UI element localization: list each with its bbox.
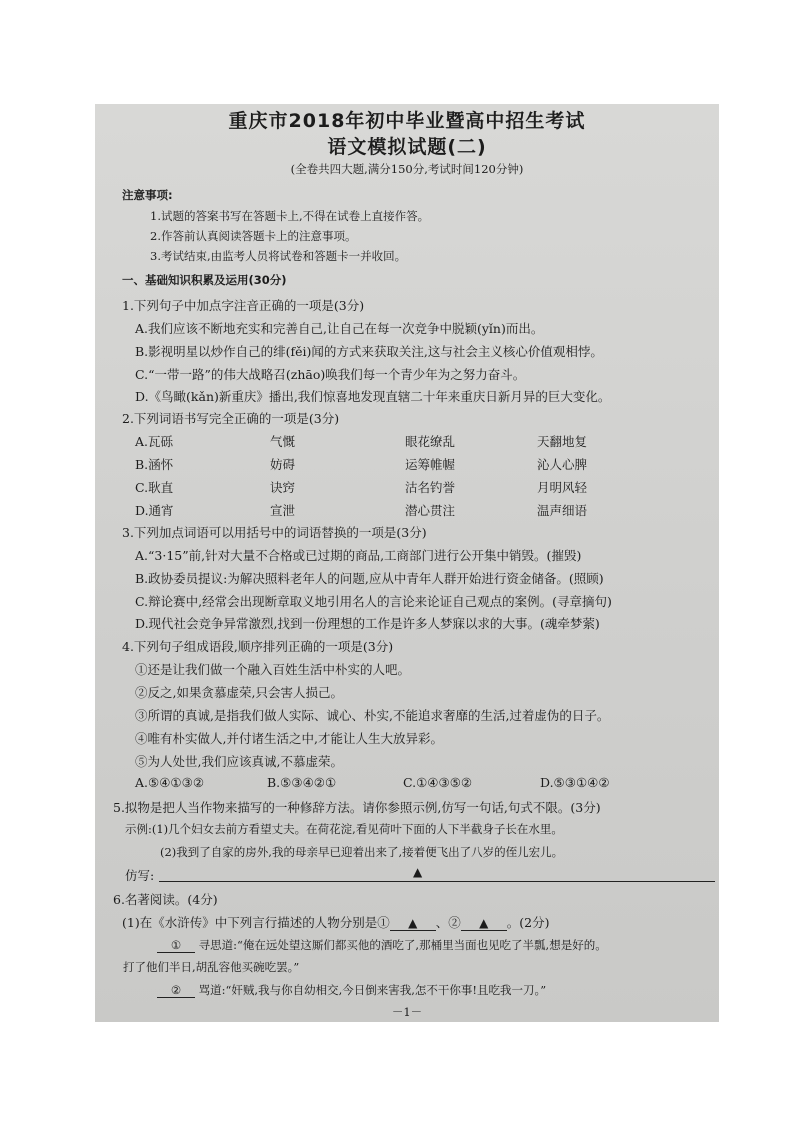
word-cell: 沽名钓誉 xyxy=(405,480,456,495)
question-3-option: C.辩论赛中,经常会出现断章取义地引用名人的言论来论证自己观点的案例。(寻章摘句) xyxy=(135,594,612,609)
question-4-stem: 4.下列句子组成语段,顺序排列正确的一项是(3分) xyxy=(122,639,394,654)
notice-item: 3.考试结束,由监考人员将试卷和答题卡一并收回。 xyxy=(150,249,407,263)
word-cell: 潜心贯注 xyxy=(405,503,456,518)
question-3-option: D.现代社会竞争异常激烈,找到一份理想的工作是许多人梦寐以求的大事。(魂牵梦萦) xyxy=(135,616,600,631)
question-5-answer-line[interactable] xyxy=(159,881,715,882)
notice-item: 2.作答前认真阅读答题卡上的注意事项。 xyxy=(150,229,357,243)
question-1-option: C.“一带一路”的伟大战略召(zhāo)唤我们每一个青少年为之努力奋斗。 xyxy=(135,367,526,382)
word-cell: 妨碍 xyxy=(270,457,296,472)
word-cell: C.耿直 xyxy=(135,480,174,495)
question-5-example: 示例:(1)几个妇女去前方看望丈夫。在荷花淀,看见荷叶下面的人下半截身子长在水里。 xyxy=(125,822,563,836)
question-6-sub1-text: (1)在《水浒传》中下列言行描述的人物分别是① xyxy=(122,915,390,930)
question-1-stem: 1.下列句子中加点字注音正确的一项是(3分) xyxy=(122,298,365,313)
question-2-stem: 2.下列词语书写完全正确的一项是(3分) xyxy=(122,411,340,426)
exam-info: (全卷共四大题,满分150分,考试时间120分钟) xyxy=(290,162,524,176)
word-cell: A.瓦砾 xyxy=(135,434,174,449)
question-3-stem: 3.下列加点词语可以用括号中的词语替换的一项是(3分) xyxy=(122,525,427,540)
question-4-choice: B.⑤③④②① xyxy=(267,775,337,790)
question-1-option: B.影视明星以炒作自己的绯(fěi)闻的方式来获取关注,这与社会主义核心价值观相悖。 xyxy=(135,344,603,359)
quote-2-blank[interactable]: ② xyxy=(157,983,195,998)
word-cell: 诀窍 xyxy=(270,480,296,495)
blank-1[interactable] xyxy=(390,915,436,931)
exam-page xyxy=(95,104,719,1022)
section-heading: 一、基础知识积累及运用(30分) xyxy=(122,273,287,287)
quote-1-blank[interactable]: ① xyxy=(157,938,195,953)
quote-2 xyxy=(157,982,546,998)
question-5-example: (2)我到了自家的房外,我的母亲早已迎着出来了,接着便飞出了八岁的侄儿宏儿。 xyxy=(160,845,564,859)
quote-1-continued: 打了他们半日,胡乱容他买碗吃罢。” xyxy=(123,960,300,974)
question-4-choice: A.⑤④①③② xyxy=(135,775,205,790)
question-6-sub1-end: 。(2分) xyxy=(506,915,550,930)
question-4-sentence: ①还是让我们做一个融入百姓生活中朴实的人吧。 xyxy=(135,662,411,677)
word-cell: 眼花缭乱 xyxy=(405,434,456,449)
question-6-sub1 xyxy=(122,913,549,931)
word-cell: 气慨 xyxy=(270,434,296,449)
question-4-sentence: ⑤为人处世,我们应该真诚,不慕虚荣。 xyxy=(135,754,343,769)
question-5-answer-label: 仿写: xyxy=(125,868,155,883)
question-1-option: A.我们应该不断地充实和完善自己,让自己在每一次竞争中脱颖(yǐn)而出。 xyxy=(135,321,544,336)
word-cell: 天翻地复 xyxy=(537,434,588,449)
word-cell: 温声细语 xyxy=(537,503,588,518)
quote-2-text: 骂道:“奸贼,我与你自幼相交,今日倒来害我,怎不干你事!且吃我一刀。” xyxy=(198,983,547,997)
answer-marker-icon: ▲ xyxy=(408,916,418,930)
word-cell: 运筹帷幄 xyxy=(405,457,456,472)
question-4-choice: D.⑤③①④② xyxy=(540,775,610,790)
word-cell: 沁人心脾 xyxy=(537,457,588,472)
notice-heading: 注意事项: xyxy=(122,188,173,202)
question-4-choice: C.①④③⑤② xyxy=(403,775,473,790)
question-3-option: B.政协委员提议:为解决照料老年人的问题,应从中青年人群开始进行资金储备。(照顾) xyxy=(135,571,604,586)
question-5-stem: 5.拟物是把人当作物来描写的一种修辞方法。请你参照示例,仿写一句话,句式不限。(3分) xyxy=(113,800,601,815)
question-3-option: A.“3·15”前,针对大量不合格或已过期的商品,工商部门进行公开集中销毁。(摧毁) xyxy=(135,548,582,563)
word-cell: B.涵怀 xyxy=(135,457,174,472)
notice-item: 1.试题的答案书写在答题卡上,不得在试卷上直接作答。 xyxy=(150,209,430,223)
question-1-option: D.《鸟瞰(kǎn)新重庆》播出,我们惊喜地发现直辖二十年来重庆日新月异的巨大变化。 xyxy=(135,389,611,404)
question-6-sub1-mid: 、② xyxy=(435,915,461,930)
word-cell: 月明风轻 xyxy=(537,480,588,495)
quote-1 xyxy=(157,937,607,953)
quote-1-text: 寻思道:“俺在远处望这厮们都买他的酒吃了,那桶里当面也见吃了半瓢,想是好的。 xyxy=(198,938,607,952)
exam-title: 重庆市2018年初中毕业暨高中招生考试 xyxy=(228,110,586,132)
page-number: －1－ xyxy=(391,1005,423,1019)
question-4-sentence: ②反之,如果贪慕虚荣,只会害人损己。 xyxy=(135,685,343,700)
word-cell: D.通宵 xyxy=(135,503,174,518)
blank-2[interactable] xyxy=(461,915,507,931)
word-cell: 宣泄 xyxy=(270,503,296,518)
question-4-sentence: ④唯有朴实做人,并付诸生活之中,才能让人生大放异彩。 xyxy=(135,731,443,746)
exam-subtitle: 语文模拟试题(二) xyxy=(327,136,487,158)
question-6-stem: 6.名著阅读。(4分) xyxy=(113,892,218,907)
answer-marker-icon: ▲ xyxy=(479,916,489,930)
question-4-sentence: ③所谓的真诚,是指我们做人实际、诚心、朴实,不能追求奢靡的生活,过着虚伪的日子。 xyxy=(135,708,610,723)
answer-marker-icon: ▲ xyxy=(413,865,423,879)
